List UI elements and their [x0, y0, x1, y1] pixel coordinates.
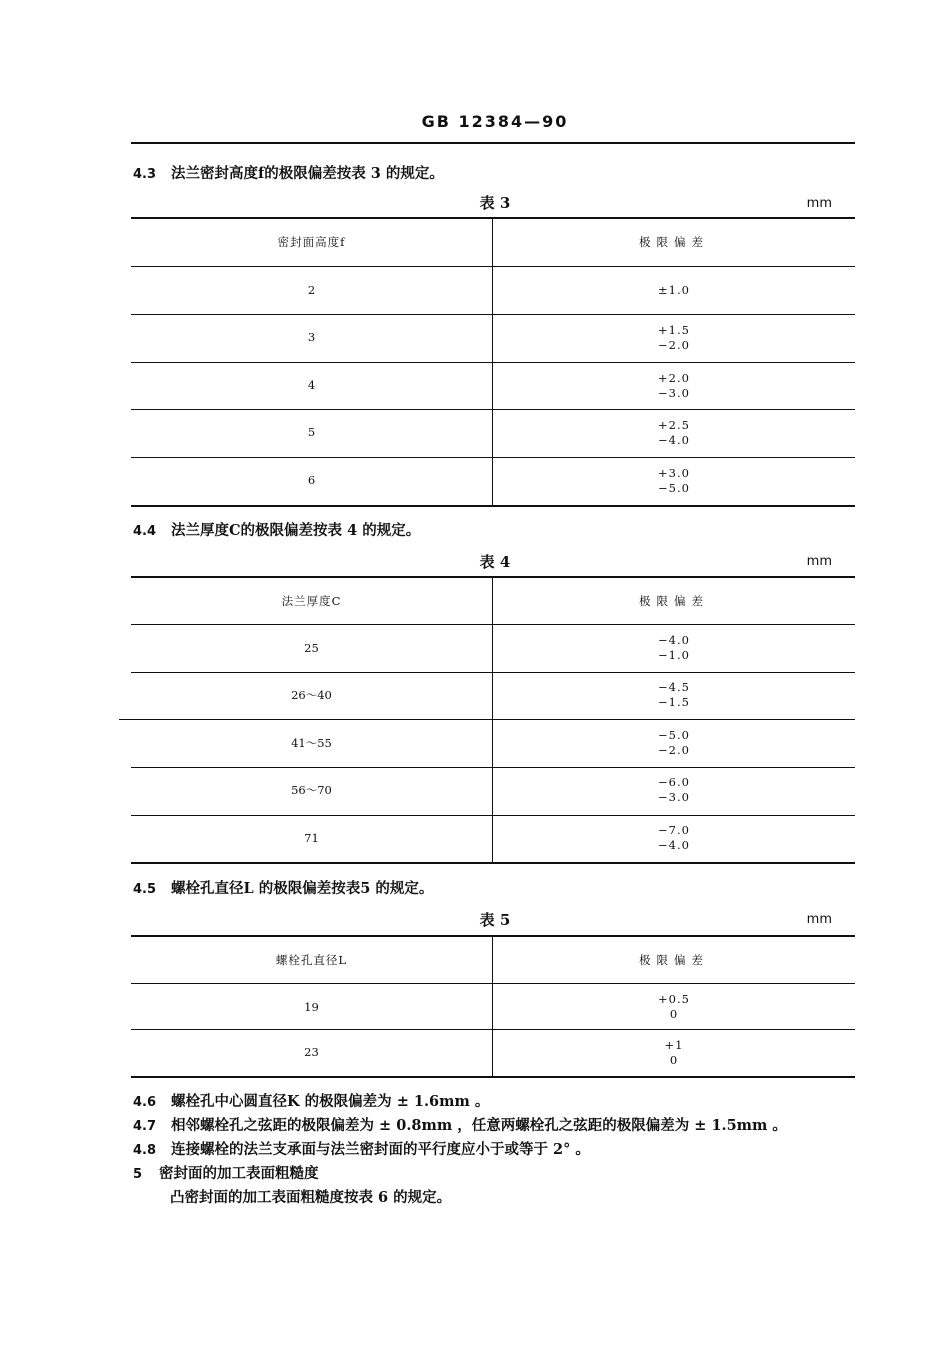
table-row-rule: [131, 409, 855, 410]
table-4-row-1-size: 25: [304, 641, 319, 655]
dev-lower: 0: [669, 1007, 679, 1021]
table-3-row-3-size: 4: [307, 378, 316, 392]
dev-upper: +2.5: [658, 418, 690, 432]
table-5-unit: mm: [806, 912, 832, 927]
table-4-col2-header: 极限偏差: [639, 594, 709, 608]
table-3-row-1-dev: [493, 283, 855, 298]
dev-lower: −4.0: [658, 838, 690, 852]
table-3-row-5-size: 6: [307, 473, 316, 487]
table-header-rule: [131, 624, 855, 625]
table-bottom-rule: [131, 862, 855, 864]
table-4-row-3-size: 41～55: [291, 736, 332, 750]
clause-5-body: 凸密封面的加工表面粗糙度按表 6 的规定。: [170, 1189, 452, 1206]
clause-4-4: [133, 519, 420, 540]
table-bottom-rule: [131, 505, 855, 507]
table-3-row-2-size: 3: [307, 330, 316, 344]
table-5-row-2-dev: [493, 1038, 855, 1068]
table-5-row-1-dev: [493, 992, 855, 1022]
dev-upper: +3.0: [658, 466, 690, 480]
table-top-rule: [131, 217, 855, 219]
dev-upper: +1: [664, 1038, 684, 1052]
dev-lower: −1.5: [658, 695, 690, 709]
table-3-row-5-dev: [493, 466, 855, 496]
table-3-row-3-dev: [493, 371, 855, 401]
table-3-col1-header: 密封面高度f: [277, 235, 346, 249]
table-bottom-rule: [131, 1076, 855, 1078]
table-row-rule: [131, 314, 855, 315]
clause-text: 螺栓孔直径L 的极限偏差按表5 的规定。: [171, 880, 434, 897]
clause-text: 密封面的加工表面粗糙度: [159, 1165, 319, 1182]
dev-upper: −7.0: [658, 823, 690, 837]
standard-number: GB 12384—90: [421, 112, 569, 131]
table-4-row-5-dev: [493, 823, 855, 853]
table-5: [131, 935, 855, 1078]
dev-upper: +0.5: [658, 992, 690, 1006]
clause-number: 4.4: [133, 524, 157, 539]
table-top-rule: [131, 576, 855, 578]
dev-upper: −6.0: [658, 775, 690, 789]
table-4-row-3-dev: [493, 728, 855, 758]
clause-4-7: [133, 1114, 787, 1135]
table-3-row-4-size: 5: [307, 425, 316, 439]
clause-number: 4.5: [133, 882, 157, 897]
dev-value: ±1.0: [658, 283, 690, 297]
clause-number: 4.6: [133, 1095, 157, 1110]
clause-4-3: [133, 162, 444, 183]
dev-lower: −2.0: [658, 338, 690, 352]
table-4-row-4-dev: [493, 775, 855, 805]
clause-number: 5: [133, 1167, 143, 1182]
dev-lower: −2.0: [658, 743, 690, 757]
clause-text: 法兰密封高度f的极限偏差按表 3 的规定。: [171, 165, 444, 182]
table-3-col2-header: 极限偏差: [639, 235, 709, 249]
clause-text: 螺栓孔中心圆直径K 的极限偏差为 ± 1.6mm 。: [171, 1093, 490, 1110]
table-3-row-2-dev: [493, 323, 855, 353]
dev-lower: −3.0: [658, 386, 690, 400]
table-row-rule: [131, 1029, 855, 1030]
clause-text: 法兰厚度C的极限偏差按表 4 的规定。: [171, 522, 421, 539]
clause-5: [133, 1162, 319, 1183]
table-3-row-1-size: 2: [307, 283, 316, 297]
table-4-row-5-size: 71: [304, 831, 319, 845]
table-3: [131, 217, 855, 507]
dev-lower: −5.0: [658, 481, 690, 495]
table-header-rule: [131, 266, 855, 267]
dev-lower: 0: [669, 1053, 679, 1067]
header-rule: [131, 142, 855, 144]
dev-upper: +1.5: [658, 323, 690, 337]
table-row-rule: [131, 457, 855, 458]
table-row-rule: [119, 719, 855, 720]
dev-lower: −4.0: [658, 433, 690, 447]
clause-4-5: [133, 877, 433, 898]
dev-upper: −5.0: [658, 728, 690, 742]
table-5-row-2-size: 23: [304, 1045, 319, 1059]
clause-4-6: [133, 1090, 489, 1111]
table-4: [131, 576, 855, 864]
table-header-rule: [131, 983, 855, 984]
table-row-rule: [131, 815, 855, 816]
table-3-unit: mm: [806, 196, 832, 211]
table-4-caption: 表 4: [479, 553, 511, 571]
table-4-col1-header: 法兰厚度C: [281, 594, 342, 608]
table-top-rule: [131, 935, 855, 937]
table-5-row-1-size: 19: [304, 1000, 319, 1014]
dev-upper: −4.5: [658, 680, 690, 694]
clause-number: 4.8: [133, 1143, 157, 1158]
dev-upper: −4.0: [658, 633, 690, 647]
table-row-rule: [131, 362, 855, 363]
clause-text: 连接螺栓的法兰支承面与法兰密封面的平行度应小于或等于 2° 。: [171, 1141, 590, 1158]
table-row-rule: [131, 767, 855, 768]
table-5-col1-header: 螺栓孔直径L: [275, 953, 348, 967]
table-row-rule: [131, 672, 855, 673]
table-3-caption: 表 3: [479, 194, 511, 212]
table-4-row-2-dev: [493, 680, 855, 710]
clause-text: 相邻螺栓孔之弦距的极限偏差为 ± 0.8mm ，任意两螺栓孔之弦距的极限偏差为 ± 1.5mm 。: [171, 1117, 787, 1134]
dev-upper: +2.0: [658, 371, 690, 385]
clause-number: 4.3: [133, 167, 157, 182]
dev-lower: −3.0: [658, 790, 690, 804]
table-4-row-4-size: 56～70: [291, 783, 332, 797]
table-5-caption: 表 5: [479, 911, 511, 929]
clause-number: 4.7: [133, 1119, 157, 1134]
clause-4-8: [133, 1138, 590, 1159]
table-3-row-4-dev: [493, 418, 855, 448]
dev-lower: −1.0: [658, 648, 690, 662]
table-4-row-2-size: 26～40: [291, 688, 332, 702]
table-5-col2-header: 极限偏差: [639, 953, 709, 967]
table-4-row-1-dev: [493, 633, 855, 663]
table-4-unit: mm: [806, 554, 832, 569]
